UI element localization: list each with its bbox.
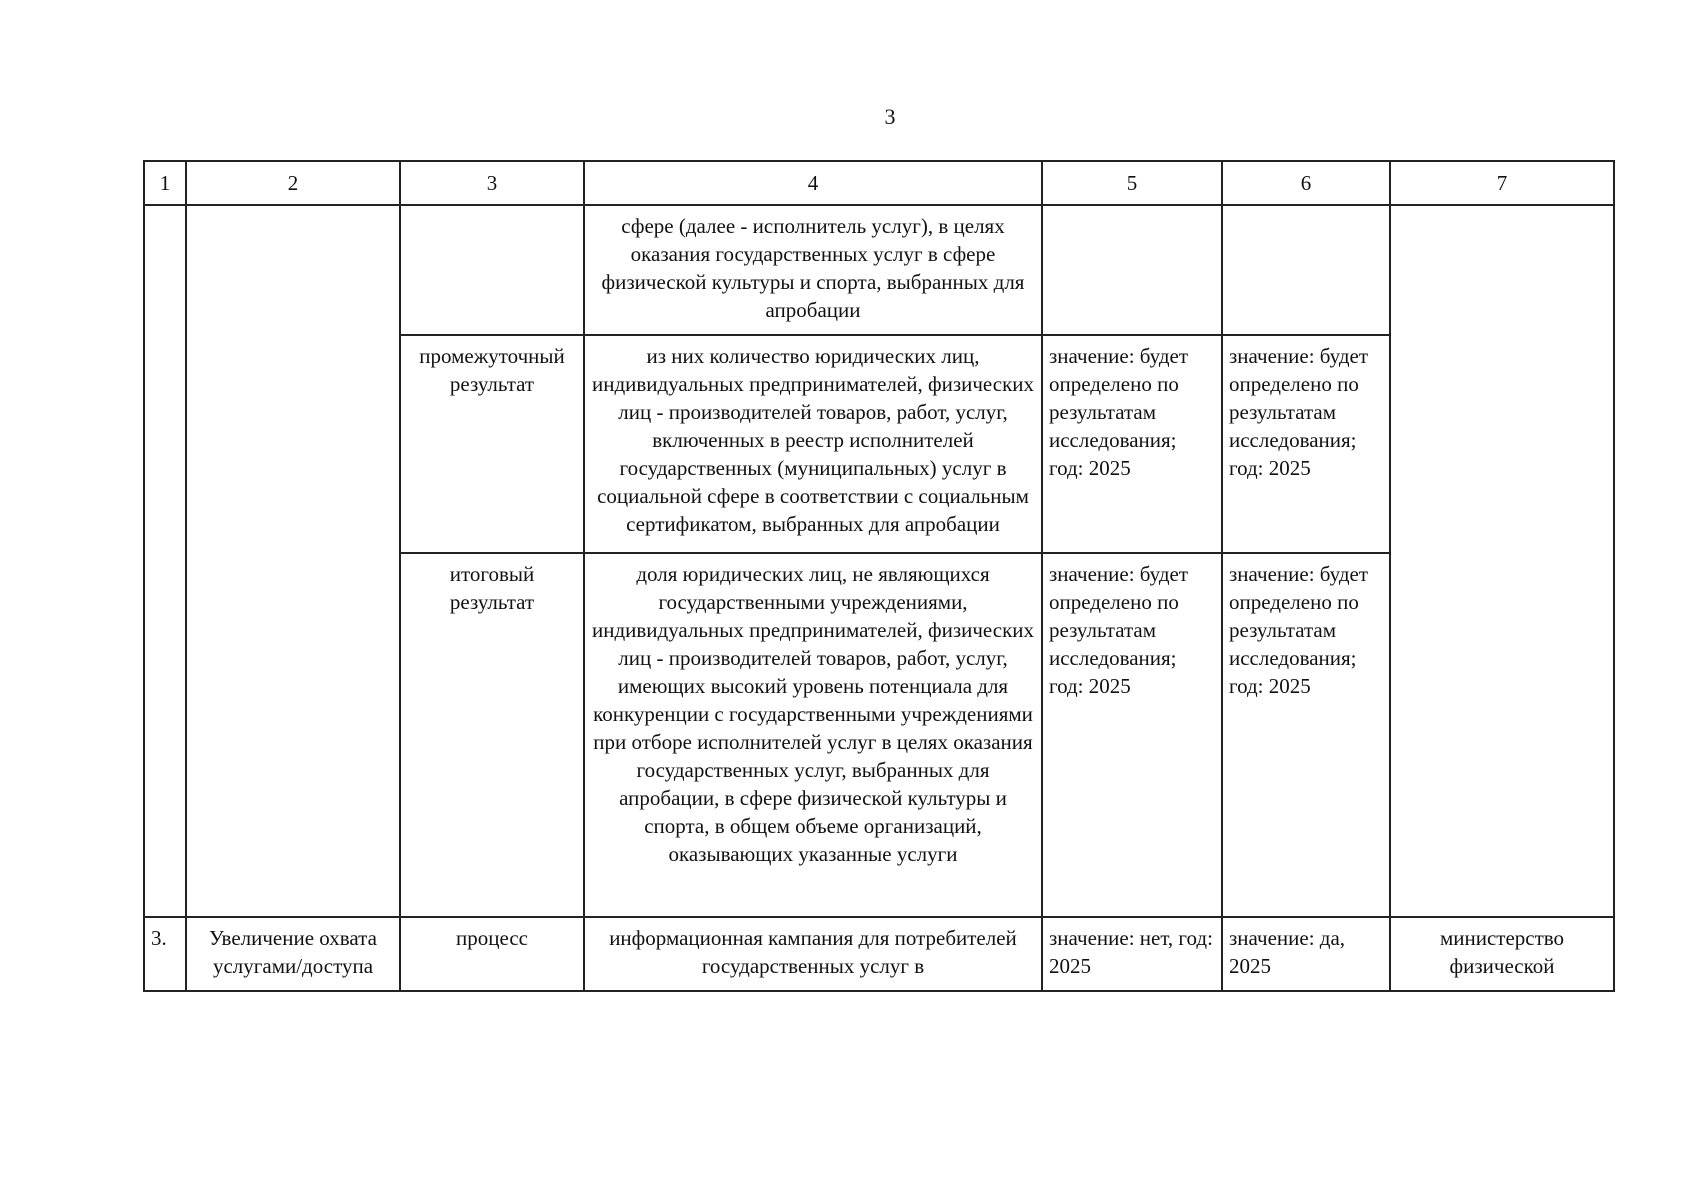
- header-col-3: 3: [400, 161, 584, 205]
- cell-value-2: значение: будет определено по результатам исследования; год: 2025: [1222, 335, 1390, 553]
- cell-value-2: значение: будет определено по результатам исследования; год: 2025: [1222, 553, 1390, 917]
- header-col-5: 5: [1042, 161, 1222, 205]
- cell-value-1: значение: будет определено по результатам исследования; год: 2025: [1042, 335, 1222, 553]
- cell-task: [186, 205, 400, 917]
- header-col-4: 4: [584, 161, 1042, 205]
- cell-value-1: [1042, 205, 1222, 335]
- header-col-7: 7: [1390, 161, 1614, 205]
- cell-type: промежуточный результат: [400, 335, 584, 553]
- cell-number: [144, 205, 186, 917]
- cell-task: Увеличение охвата услугами/доступа: [186, 917, 400, 991]
- table-row: [144, 205, 1614, 335]
- cell-indicator: доля юридических лиц, не являющихся государственными учреждениями, индивидуальных предпринимателей, физических лиц - производителей товаров, работ, услуг, имеющих высокий уровень потенциала для конкуренции с государственными учреждениями при отборе исполнителей услуг в целях оказания государственных услуг, выбранных для апробации, в сфере физической культуры и спорта, в общем объеме организаций, оказывающих указанные услуги: [584, 553, 1042, 917]
- cell-responsible: [1390, 205, 1614, 917]
- cell-type: итоговый результат: [400, 553, 584, 917]
- cell-type: процесс: [400, 917, 584, 991]
- cell-indicator: сфере (далее - исполнитель услуг), в целях оказания государственных услуг в сфере физической культуры и спорта, выбранных для апробации: [584, 205, 1042, 335]
- table-row: [144, 917, 1614, 991]
- header-col-1: 1: [144, 161, 186, 205]
- results-table: [143, 160, 1615, 992]
- header-row: [144, 161, 1614, 205]
- header-col-2: 2: [186, 161, 400, 205]
- cell-value-1: значение: будет определено по результатам исследования; год: 2025: [1042, 553, 1222, 917]
- cell-responsible: министерство физической: [1390, 917, 1614, 991]
- cell-type: [400, 205, 584, 335]
- page-number: 3: [884, 104, 896, 129]
- cell-value-2: [1222, 205, 1390, 335]
- cell-indicator: информационная кампания для потребителей государственных услуг в: [584, 917, 1042, 991]
- cell-number: 3.: [144, 917, 186, 991]
- cell-value-1: значение: нет, год: 2025: [1042, 917, 1222, 991]
- cell-indicator: из них количество юридических лиц, индивидуальных предпринимателей, физических лиц - производителей товаров, работ, услуг, включенных в реестр исполнителей государственных (муниципальных) услуг в социальной сфере в соответствии с социальным сертификатом, выбранных для апробации: [584, 335, 1042, 553]
- cell-value-2: значение: да, 2025: [1222, 917, 1390, 991]
- header-col-6: 6: [1222, 161, 1390, 205]
